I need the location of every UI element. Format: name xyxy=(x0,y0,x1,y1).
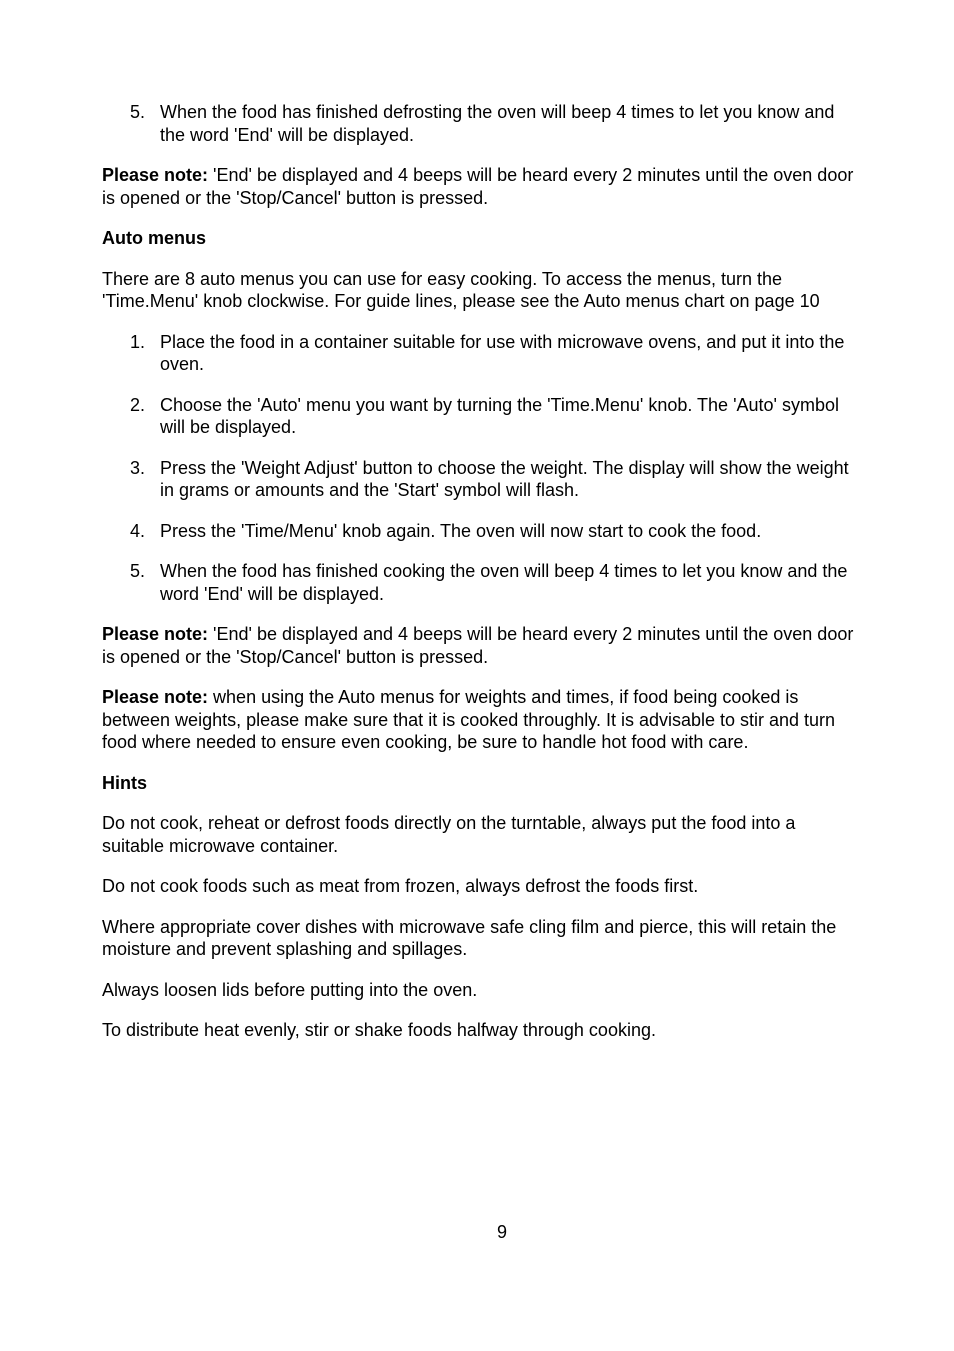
section-heading-hints: Hints xyxy=(102,772,147,793)
list-item xyxy=(102,331,854,376)
list-number: 3. xyxy=(130,457,146,478)
note-label: Please note: xyxy=(102,687,209,707)
list-item xyxy=(102,101,854,146)
note-label: Please note: xyxy=(102,624,209,644)
hint-paragraph: To distribute heat evenly, stir or shake foods halfway through cooking. xyxy=(102,1020,656,1040)
note-paragraph xyxy=(102,164,854,209)
section-heading-auto-menus: Auto menus xyxy=(102,228,207,248)
hint-paragraph: Do not cook, reheat or defrost foods directly on the turntable, always put the food into a suitable microwave container. xyxy=(102,813,796,856)
list-number: 4. xyxy=(130,520,146,541)
page-number: 9 xyxy=(496,1222,507,1242)
hint-paragraph: Where appropriate cover dishes with microwave safe cling film and pierce, this will retain the moisture and prevent splashing and spillages. xyxy=(102,916,837,959)
document-page xyxy=(102,101,854,1060)
list-text: When the food has finished defrosting the oven will beep 4 times to let you know and the word 'End' will be displayed. xyxy=(160,102,835,145)
note-text: 'End' be displayed and 4 beeps will be heard every 2 minutes until the oven door is opened or the 'Stop/Cancel' button is pressed. xyxy=(102,624,854,667)
note-paragraph xyxy=(102,686,854,754)
list-item xyxy=(102,520,854,543)
list-number: 2. xyxy=(130,394,146,415)
list-text: Press the 'Time/Menu' knob again. The oven will now start to cook the food. xyxy=(160,520,762,541)
note-text: when using the Auto menus for weights and times, if food being cooked is between weights, please make sure that it is cooked throughly. It is advisable to stir and turn food where needed to ensure even cooking, be sure to handle hot food with care. xyxy=(102,687,836,752)
list-text: Choose the 'Auto' menu you want by turning the 'Time.Menu' knob. The 'Auto' symbol will be displayed. xyxy=(160,394,839,437)
note-label: Please note: xyxy=(102,165,209,185)
list-number: 1. xyxy=(130,331,146,352)
list-item xyxy=(102,560,854,605)
hint-paragraph: Do not cook foods such as meat from frozen, always defrost the foods first. xyxy=(102,876,699,896)
note-paragraph xyxy=(102,623,854,668)
list-text: Place the food in a container suitable for use with microwave ovens, and put it into the oven. xyxy=(160,331,845,374)
list-text: Press the 'Weight Adjust' button to choose the weight. The display will show the weight in grams or amounts and the 'Start' symbol will flash. xyxy=(160,457,849,500)
list-number: 5. xyxy=(130,561,146,581)
auto-menus-intro: There are 8 auto menus you can use for easy cooking. To access the menus, turn the 'Time.Menu' knob clockwise. For guide lines, please see the Auto menus chart on page 10 xyxy=(102,268,820,311)
hint-paragraph: Always loosen lids before putting into the oven. xyxy=(102,979,478,1000)
list-item xyxy=(102,457,854,502)
auto-menus-steps-list xyxy=(102,331,854,606)
defrost-steps-list xyxy=(102,101,854,146)
note-text: 'End' be displayed and 4 beeps will be heard every 2 minutes until the oven door is opened or the 'Stop/Cancel' button is pressed. xyxy=(102,165,854,208)
list-number: 5. xyxy=(130,102,146,122)
list-text: When the food has finished cooking the oven will beep 4 times to let you know and the word 'End' will be displayed. xyxy=(160,561,848,604)
list-item xyxy=(102,394,854,439)
